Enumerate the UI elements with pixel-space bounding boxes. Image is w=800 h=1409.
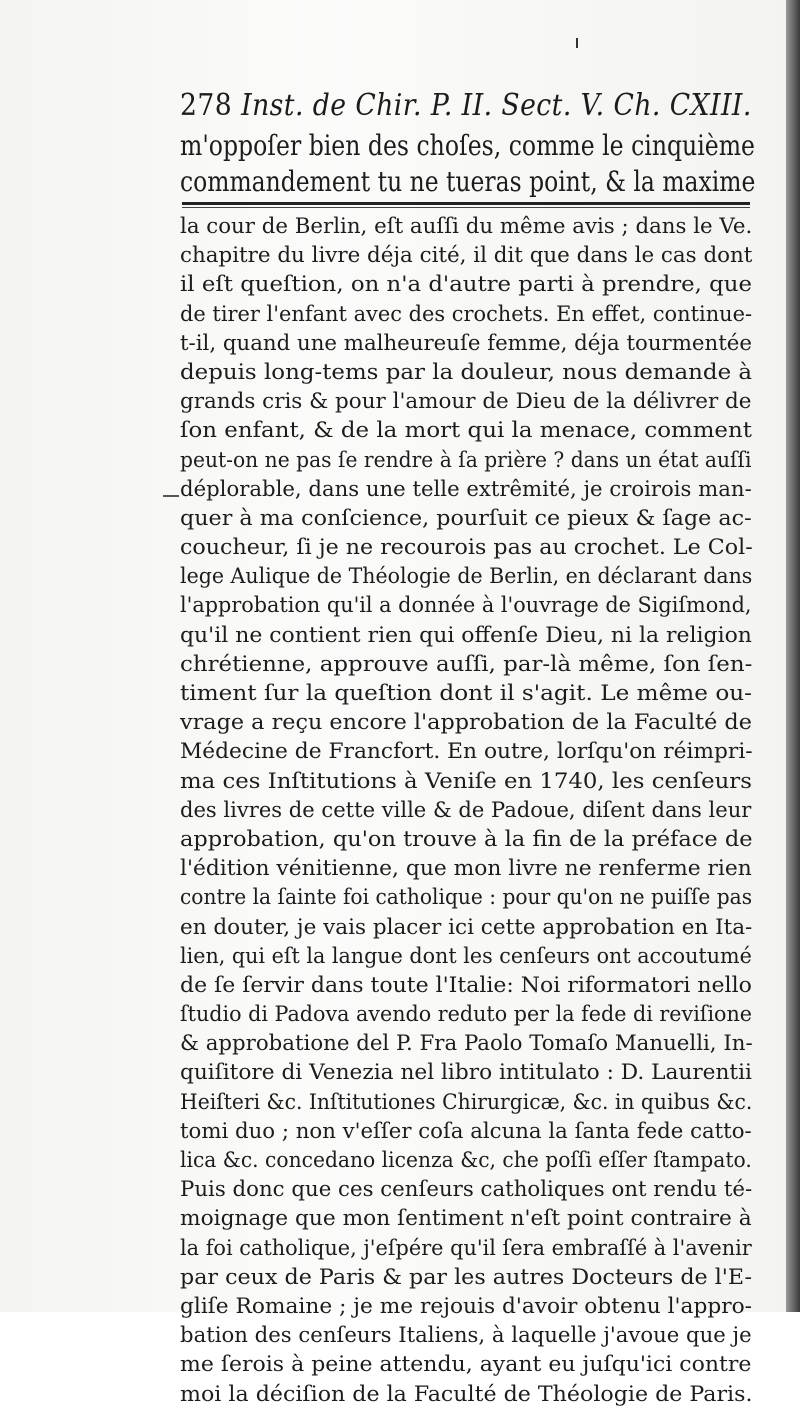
text-line: depuis long-tems par la douleur, nous demande à: [180, 359, 753, 385]
text-line: peut-on ne pas ſe rendre à ſa prière ? dans un état auſſi: [180, 447, 752, 473]
text-line: ma ces Inſtitutions à Veniſe en 1740, les cenſeurs: [180, 768, 752, 794]
previous-note-text: [180, 128, 760, 200]
page-gutter-shadow: [786, 0, 800, 1312]
text-line: moignage que mon ſentiment n'eſt point contraire à: [180, 1206, 752, 1232]
running-head: [180, 88, 752, 123]
footnote-rule-thin: [182, 207, 750, 208]
text-line: chapitre du livre déja cité, il dit que dans le cas dont: [180, 243, 753, 269]
text-line: Heiſteri &c. Inſtitutiones Chirurgicæ, &c. in quibus &c.: [180, 1089, 753, 1115]
text-line: ſtudio di Padova avendo reduto per la fede di reviſione: [180, 1002, 753, 1028]
text-line: lien, qui eſt la langue dont les cenſeurs ont accoutumé: [180, 943, 752, 969]
text-line: m'oppoſer bien des choſes, comme le cinquième: [180, 129, 755, 162]
text-line: de tirer l'enfant avec des crochets. En effet, continue-: [180, 301, 753, 327]
text-line: t-il, quand une malheureuſe femme, déja tourmentée: [180, 330, 752, 356]
text-line: quiſitore di Venezia nel libro intitulato : D. Laurentii: [180, 1060, 752, 1086]
text-line: en douter, je vais placer ici cette approbation en Ita-: [180, 914, 753, 940]
footnote-text: [180, 212, 755, 1409]
footnote-rule: [182, 202, 750, 205]
text-line: chrétienne, approuve auſſi, par-là même, ſon ſen-: [180, 651, 753, 677]
text-line: la cour de Berlin, eſt auſſi du même avis ; dans le Ve.: [180, 214, 753, 239]
text-line: & approbatione del P. Fra Paolo Tomaſo Manuelli, In-: [180, 1031, 753, 1057]
text-line: la foi catholique, j'eſpére qu'il ſera embraſſé à l'avenir: [180, 1235, 752, 1261]
text-line: déplorable, dans une telle extrêmité, je croirois man-: [180, 476, 752, 502]
text-line: tomi duo ; non v'eſſer coſa alcuna la ſanta fede catto-: [180, 1118, 752, 1144]
text-line: lica &c. concedano licenza &c, che poſſi eſſer ſtampato.: [180, 1148, 752, 1173]
text-line: moi la déciſion de la Faculté de Théologie de Paris.: [180, 1381, 753, 1407]
running-head-title: Inst. de Chir. P. II. Sect. V. Ch. CXIII.: [241, 88, 752, 123]
text-line: bation des cenſeurs Italiens, à laquelle j'avoue que je: [180, 1323, 752, 1349]
text-line: Puis donc que ces cenſeurs catholiques ont rendu té-: [180, 1177, 753, 1203]
text-line: vrage a reçu encore l'approbation de la Faculté de: [180, 710, 752, 736]
text-line: coucheur, ſi je ne recourois pas au crochet. Le Col-: [180, 535, 753, 561]
text-line: de ſe ſervir dans toute l'Italie: Noi riformatori nello: [180, 972, 752, 998]
page-number: 278: [180, 88, 233, 123]
text-line: par ceux de Paris & par les autres Docteurs de l'E-: [180, 1264, 753, 1290]
text-line: des livres de cette ville & de Padoue, diſent dans leur: [180, 797, 752, 823]
text-line: timent ſur la queſtion dont il s'agit. Le même ou-: [180, 681, 753, 706]
text-line: lege Aulique de Théologie de Berlin, en déclarant dans: [180, 564, 753, 590]
margin-mark: [163, 495, 179, 497]
text-line: grands cris & pour l'amour de Dieu de la délivrer de: [180, 389, 752, 415]
text-line: il eſt queſtion, on n'a d'autre parti à prendre, que: [180, 272, 752, 298]
text-line: me ſerois à peine attendu, ayant eu juſqu'ici contre: [180, 1352, 752, 1378]
text-line: l'édition vénitienne, que mon livre ne renferme rien: [180, 856, 752, 882]
text-line: contre la ſainte foi catholique : pour qu'on ne puiſſe pas: [180, 885, 753, 911]
text-line: quer à ma conſcience, pourſuit ce pieux & ſage ac-: [180, 505, 752, 531]
print-mark: [576, 38, 578, 48]
text-line: commandement tu ne tueras point, & la maxime: [180, 165, 756, 198]
text-line: qu'il ne contient rien qui offenſe Dieu, ni la religion: [180, 622, 752, 648]
text-line: ſon enfant, & de la mort qui la menace, comment: [180, 418, 752, 444]
text-line: gliſe Romaine ; je me rejouis d'avoir obtenu l'appro-: [180, 1293, 752, 1319]
text-line: Médecine de Francfort. En outre, lorſqu'on réimpri-: [180, 739, 753, 765]
text-line: approbation, qu'on trouve à la fin de la préface de: [180, 826, 753, 852]
text-line: l'approbation qu'il a donnée à l'ouvrage de Sigiſmond,: [180, 593, 752, 619]
